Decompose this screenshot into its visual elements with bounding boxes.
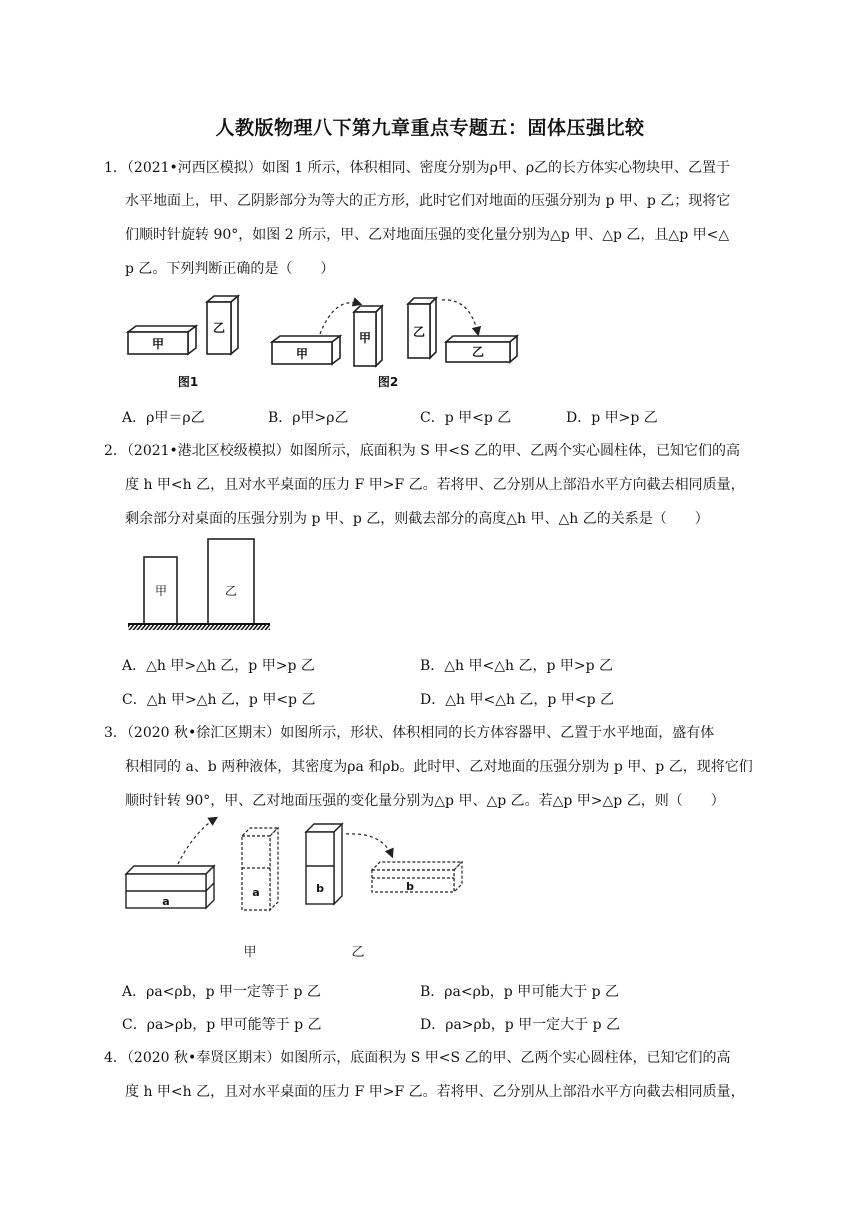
q1-option-c[interactable]: C．p 甲<p 乙	[420, 410, 512, 426]
q3-liquid-b-rotated-label: b	[406, 880, 414, 893]
q1-line: 们顺时针旋转 90°，如图 2 所示，甲、乙对地面压强的变化量分别为△p 甲、△p 乙，且△p 甲<△	[125, 227, 730, 243]
q2-option-c[interactable]: C．△h 甲>△h 乙，p 甲<p 乙	[122, 692, 316, 708]
q3-liquid-a-rotated-label: a	[252, 886, 260, 899]
q2-option-d[interactable]: D．△h 甲<△h 乙，p 甲<p 乙	[420, 692, 614, 708]
fig1-caption: 图1	[177, 375, 199, 389]
q3-liquid-b-label: b	[316, 882, 324, 895]
q3-jia-caption: 甲	[243, 945, 257, 960]
q1-option-d[interactable]: D．p 甲>p 乙	[566, 410, 658, 426]
q1-figure	[120, 290, 540, 390]
fig2-jia-label: 甲	[295, 347, 309, 361]
q3-line: 积相同的 a、b 两种液体，其密度为ρa 和ρb。此时甲、乙对地面的压强分别为 p 甲、p 乙，现将它们	[125, 759, 753, 775]
q3-figure	[120, 812, 480, 962]
q1-option-b[interactable]: B．ρ甲>ρ乙	[268, 410, 349, 426]
q3-liquid-a-label: a	[162, 895, 170, 908]
fig2-jia-rotated-label: 甲	[358, 331, 372, 345]
q1-line: 水平地面上，甲、乙阴影部分为等大的正方形，此时它们对地面的压强分别为 p 甲、p 乙；现将它	[125, 193, 731, 209]
q2-yi-label: 乙	[224, 584, 238, 598]
fig1-yi-label: 乙	[212, 321, 226, 335]
q2-line: 2．（2021•港北区校级模拟）如图所示，底面积为 S 甲<S 乙的甲、乙两个实心圆柱体，已知它们的高	[104, 443, 741, 459]
fig1-jia-label: 甲	[151, 337, 165, 351]
q2-line: 剩余部分对桌面的压强分别为 p 甲、p 乙，则截去部分的高度△h 甲、△h 乙的关系是（ ）	[125, 511, 709, 527]
fig2-yi-rotated-label: 乙	[471, 345, 485, 359]
q4-line: 4．（2020 秋•奉贤区期末）如图所示，底面积为 S 甲<S 乙的甲、乙两个实心圆柱体，已知它们的高	[104, 1050, 731, 1066]
q1-line: p 乙。下列判断正确的是（ ）	[125, 261, 335, 277]
q3-option-c[interactable]: C．ρa>ρb，p 甲可能等于 p 乙	[122, 1017, 322, 1033]
q3-option-a[interactable]: A．ρa<ρb，p 甲一定等于 p 乙	[122, 984, 321, 1000]
q3-option-d[interactable]: D．ρa>ρb，p 甲一定大于 p 乙	[420, 1017, 620, 1033]
q3-line: 3．（2020 秋•徐汇区期末）如图所示，形状、体积相同的长方体容器甲、乙置于水平地面，盛有体	[104, 725, 715, 741]
q3-option-b[interactable]: B．ρa<ρb，p 甲可能大于 p 乙	[420, 984, 620, 1000]
fig2-caption: 图2	[377, 375, 399, 389]
q1-line: 1．（2021•河西区模拟）如图 1 所示，体积相同、密度分别为ρ甲、ρ乙的长方体实心物块甲、乙置于	[104, 160, 731, 176]
page-title: 人教版物理八下第九章重点专题五：固体压强比较	[215, 117, 645, 139]
q2-option-a[interactable]: A．△h 甲>△h 乙，p 甲>p 乙	[122, 658, 315, 674]
q4-line: 度 h 甲<h 乙，且对水平桌面的压力 F 甲>F 乙。若将甲、乙分别从上部沿水平方向截去相同质量，	[125, 1084, 745, 1100]
q3-yi-caption: 乙	[351, 945, 365, 960]
q3-line: 顺时针转 90°，甲、乙对地面压强的变化量分别为△p 甲、△p 乙。若△p 甲>△p 乙，则（ ）	[125, 793, 725, 809]
q2-line: 度 h 甲<h 乙，且对水平桌面的压力 F 甲>F 乙。若将甲、乙分别从上部沿水平方向截去相同质量，	[125, 477, 745, 493]
fig2-yi-label: 乙	[412, 325, 426, 339]
q2-option-b[interactable]: B．△h 甲<△h 乙，p 甲>p 乙	[420, 658, 614, 674]
q2-figure	[124, 535, 274, 635]
q1-option-a[interactable]: A．ρ甲＝ρ乙	[122, 410, 205, 426]
q2-jia-label: 甲	[154, 584, 168, 598]
